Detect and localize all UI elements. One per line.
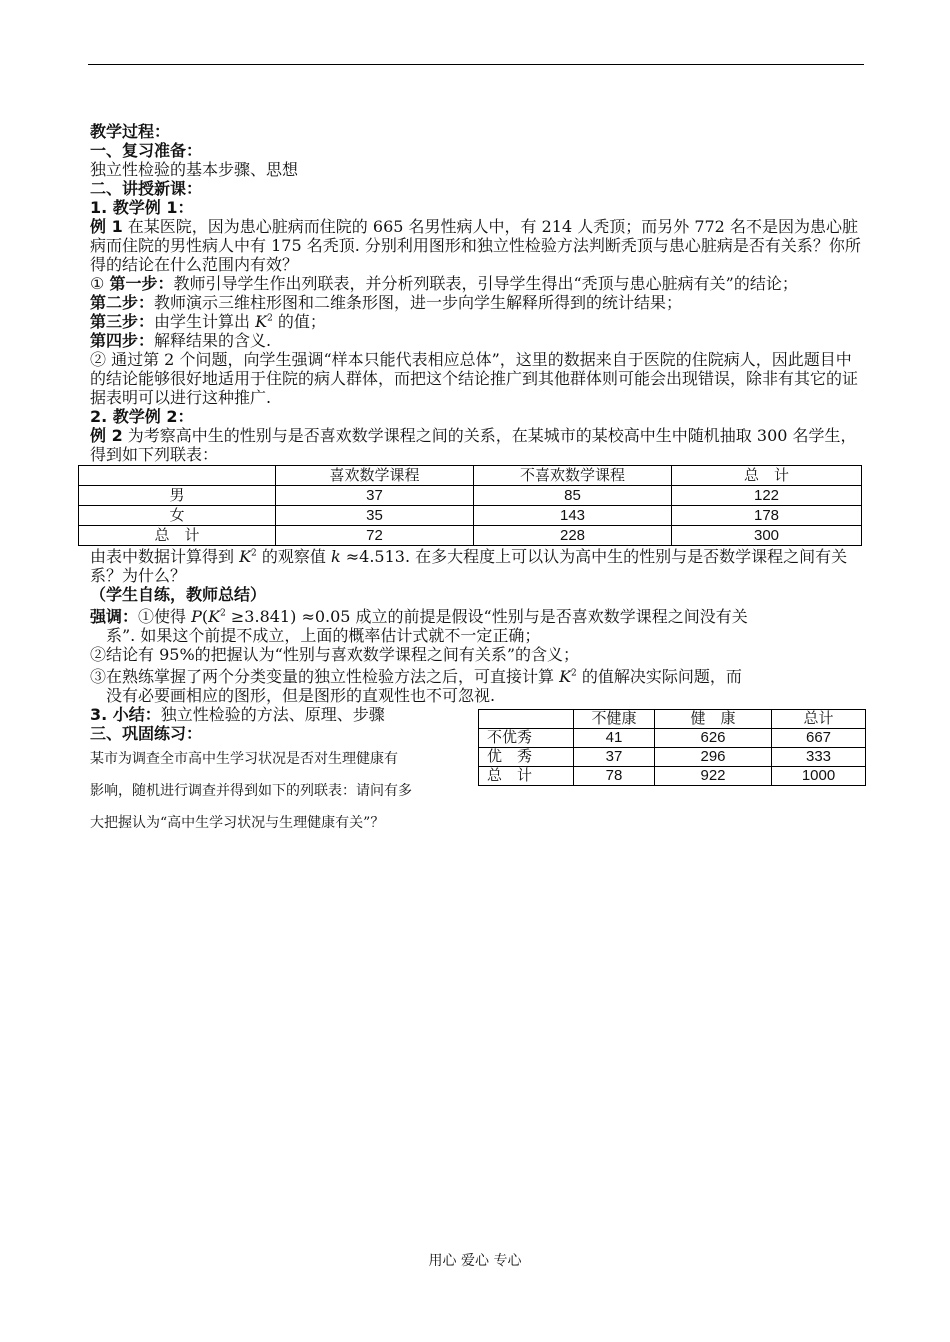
table-header-cell <box>479 710 574 729</box>
heading-new-lesson: 二、讲授新课： <box>90 179 203 198</box>
table-header-cell <box>79 466 276 486</box>
result-text-b: 的观察值 <box>256 547 331 566</box>
emphasis-3-text-a: ③在熟练掌握了两个分类变量的独立性检验方法之后，可直接计算 <box>90 667 560 686</box>
k-square-result <box>90 547 862 585</box>
result-k: K <box>239 547 252 566</box>
table-row <box>79 506 862 526</box>
table-header-cell: 健 康 <box>655 710 772 729</box>
emphasis-2: ②结论有 95%的把握认为“性别与喜欢数学课程之间有关系”的含义； <box>90 645 580 664</box>
result-text-a: 由表中数据计算得到 <box>90 547 240 566</box>
heading-teaching-process: 教学过程： <box>90 122 171 141</box>
table-row <box>79 526 862 546</box>
example-2-label: 例 2 <box>90 426 123 445</box>
table-cell: 178 <box>672 506 862 526</box>
table-cell: 总 计 <box>479 767 574 786</box>
note-2: ② 通过第 2 个问题，向学生强调“样本只能代表相应总体”，这里的数据来自于医院的住院病人，因此题目中的结论能够很好地适用于住院的病人群体，而把这个结论推广到其他群体则可能会出现错误，除非有其它的证据表明可以进行这种推广. <box>90 350 859 407</box>
table-cell: 35 <box>276 506 474 526</box>
review-text: 独立性检验的基本步骤、思想 <box>90 160 299 179</box>
summary-text: 独立性检验的方法、原理、步骤 <box>160 705 385 724</box>
emphasis-3-cont: 没有必要画相应的图形，但是图形的直观性也不可忽视. <box>106 686 496 705</box>
result-k-small: k <box>330 547 341 566</box>
table-cell: 1000 <box>772 767 866 786</box>
step-4-text: 解释结果的含义. <box>154 331 272 350</box>
contingency-table-health <box>478 709 866 786</box>
table-header-cell: 不健康 <box>574 710 655 729</box>
step-3 <box>90 312 862 331</box>
step-3-label: 第三步： <box>90 312 155 331</box>
step-1-label: 第一步： <box>109 274 174 293</box>
emphasis-text-a: ①使得 <box>138 607 192 626</box>
result-sup: 2 <box>251 548 257 559</box>
table-cell: 143 <box>474 506 672 526</box>
emphasis-3-k: K <box>559 667 572 686</box>
emphasis-paren: ( <box>201 607 209 626</box>
step-3-text: 由学生计算出 <box>154 312 256 331</box>
table-cell: 78 <box>574 767 655 786</box>
table-cell: 不优秀 <box>479 729 574 748</box>
summary <box>90 705 470 724</box>
table-cell: 333 <box>772 748 866 767</box>
table-cell: 626 <box>655 729 772 748</box>
header-rule <box>88 64 864 65</box>
emphasis-3 <box>90 667 862 686</box>
table-cell: 667 <box>772 729 866 748</box>
table-cell: 922 <box>655 767 772 786</box>
example-2-text: 为考察高中生的性别与是否喜欢数学课程之间的关系，在某城市的某校高中生中随机抽取 300 名学生，得到如下列联表： <box>90 426 857 464</box>
summary-label: 3. 小结： <box>90 705 161 724</box>
emphasis-sup: 2 <box>220 608 226 619</box>
table-cell: 37 <box>574 748 655 767</box>
contingency-table-math <box>78 465 862 546</box>
table-row <box>79 466 862 486</box>
result-text-c: ≈4.513. 在多大程度上可以认为高中生的性别与是否数学课程之间有关系？为什么？ <box>90 547 848 585</box>
table-cell: 72 <box>276 526 474 546</box>
table-cell: 总 计 <box>79 526 276 546</box>
table-cell: 85 <box>474 486 672 506</box>
table-header-cell: 不喜欢数学课程 <box>474 466 672 486</box>
step-2-text: 教师演示三维柱形图和二维条形图，进一步向学生解释所得到的统计结果； <box>154 293 683 312</box>
table-cell: 优 秀 <box>479 748 574 767</box>
step-4 <box>90 331 862 350</box>
heading-practice: 三、巩固练习： <box>90 724 203 743</box>
step-3-k: K <box>255 312 268 331</box>
emphasis-text-c: ≥3.841) ≈0.05 成立的前提是假设“性别与是否喜欢数学课程之间没有关 <box>225 607 748 626</box>
table-header-cell: 喜欢数学课程 <box>276 466 474 486</box>
emphasis-k: K <box>208 607 221 626</box>
heading-review: 一、复习准备： <box>90 141 203 160</box>
table-header-cell: 总 计 <box>672 466 862 486</box>
practice-line-1: 某市为调查全市高中生学习状况是否对生理健康有 <box>90 751 398 767</box>
step-3-tail: 的值； <box>272 312 326 331</box>
self-practice-note: （学生自练，教师总结） <box>90 585 267 604</box>
table-cell: 男 <box>79 486 276 506</box>
practice-line-2: 影响，随机进行调查并得到如下的列联表：请问有多 <box>90 783 412 799</box>
emphasis-3-text-b: 的值解决实际问题，而 <box>576 667 742 686</box>
table-row <box>479 748 866 767</box>
table-cell: 228 <box>474 526 672 546</box>
table-header-cell: 总计 <box>772 710 866 729</box>
lower-left-column <box>90 705 470 839</box>
table-cell: 122 <box>672 486 862 506</box>
emphasis-label: 强调： <box>90 607 139 626</box>
table-cell: 37 <box>276 486 474 506</box>
emphasis-p: P <box>191 607 202 626</box>
step-1 <box>90 274 862 293</box>
heading-example-1: 1. 教学例 1： <box>90 198 194 217</box>
table-cell: 296 <box>655 748 772 767</box>
document-body <box>90 122 862 835</box>
table-row <box>79 486 862 506</box>
example-1-paragraph <box>90 217 862 274</box>
summary-and-practice <box>90 705 862 835</box>
step-3-sup: 2 <box>267 313 273 324</box>
table-row <box>479 710 866 729</box>
step-2 <box>90 293 862 312</box>
table-cell: 女 <box>79 506 276 526</box>
table-row <box>479 729 866 748</box>
emphasis-1 <box>90 607 862 626</box>
step-1-prefix: ① <box>90 274 110 293</box>
step-2-label: 第二步： <box>90 293 155 312</box>
practice-line-3: 大把握认为“高中生学习状况与生理健康有关”？ <box>90 815 385 831</box>
example-2-paragraph <box>90 426 862 464</box>
table-cell: 300 <box>672 526 862 546</box>
step-1-text: 教师引导学生作出列联表，并分析列联表，引导学生得出“秃顶与患心脏病有关”的结论； <box>173 274 798 293</box>
step-4-label: 第四步： <box>90 331 155 350</box>
page-footer: 用心 爱心 专心 <box>428 1253 522 1269</box>
example-1-label: 例 1 <box>90 217 123 236</box>
table-cell: 41 <box>574 729 655 748</box>
emphasis-1-cont: 系”. 如果这个前提不成立，上面的概率估计式就不一定正确； <box>106 626 541 645</box>
table-row <box>479 767 866 786</box>
emphasis-3-sup: 2 <box>571 668 577 679</box>
heading-example-2: 2. 教学例 2： <box>90 407 194 426</box>
example-1-text: 在某医院，因为患心脏病而住院的 665 名男性病人中，有 214 人秃顶；而另外 772 名不是因为患心脏病而住院的男性病人中有 175 名秃顶. 分别利用图形和独立性检验方法判断秃顶与患心脏病是否有关系？你所得的结论在什么范围内有效？ <box>90 217 861 274</box>
